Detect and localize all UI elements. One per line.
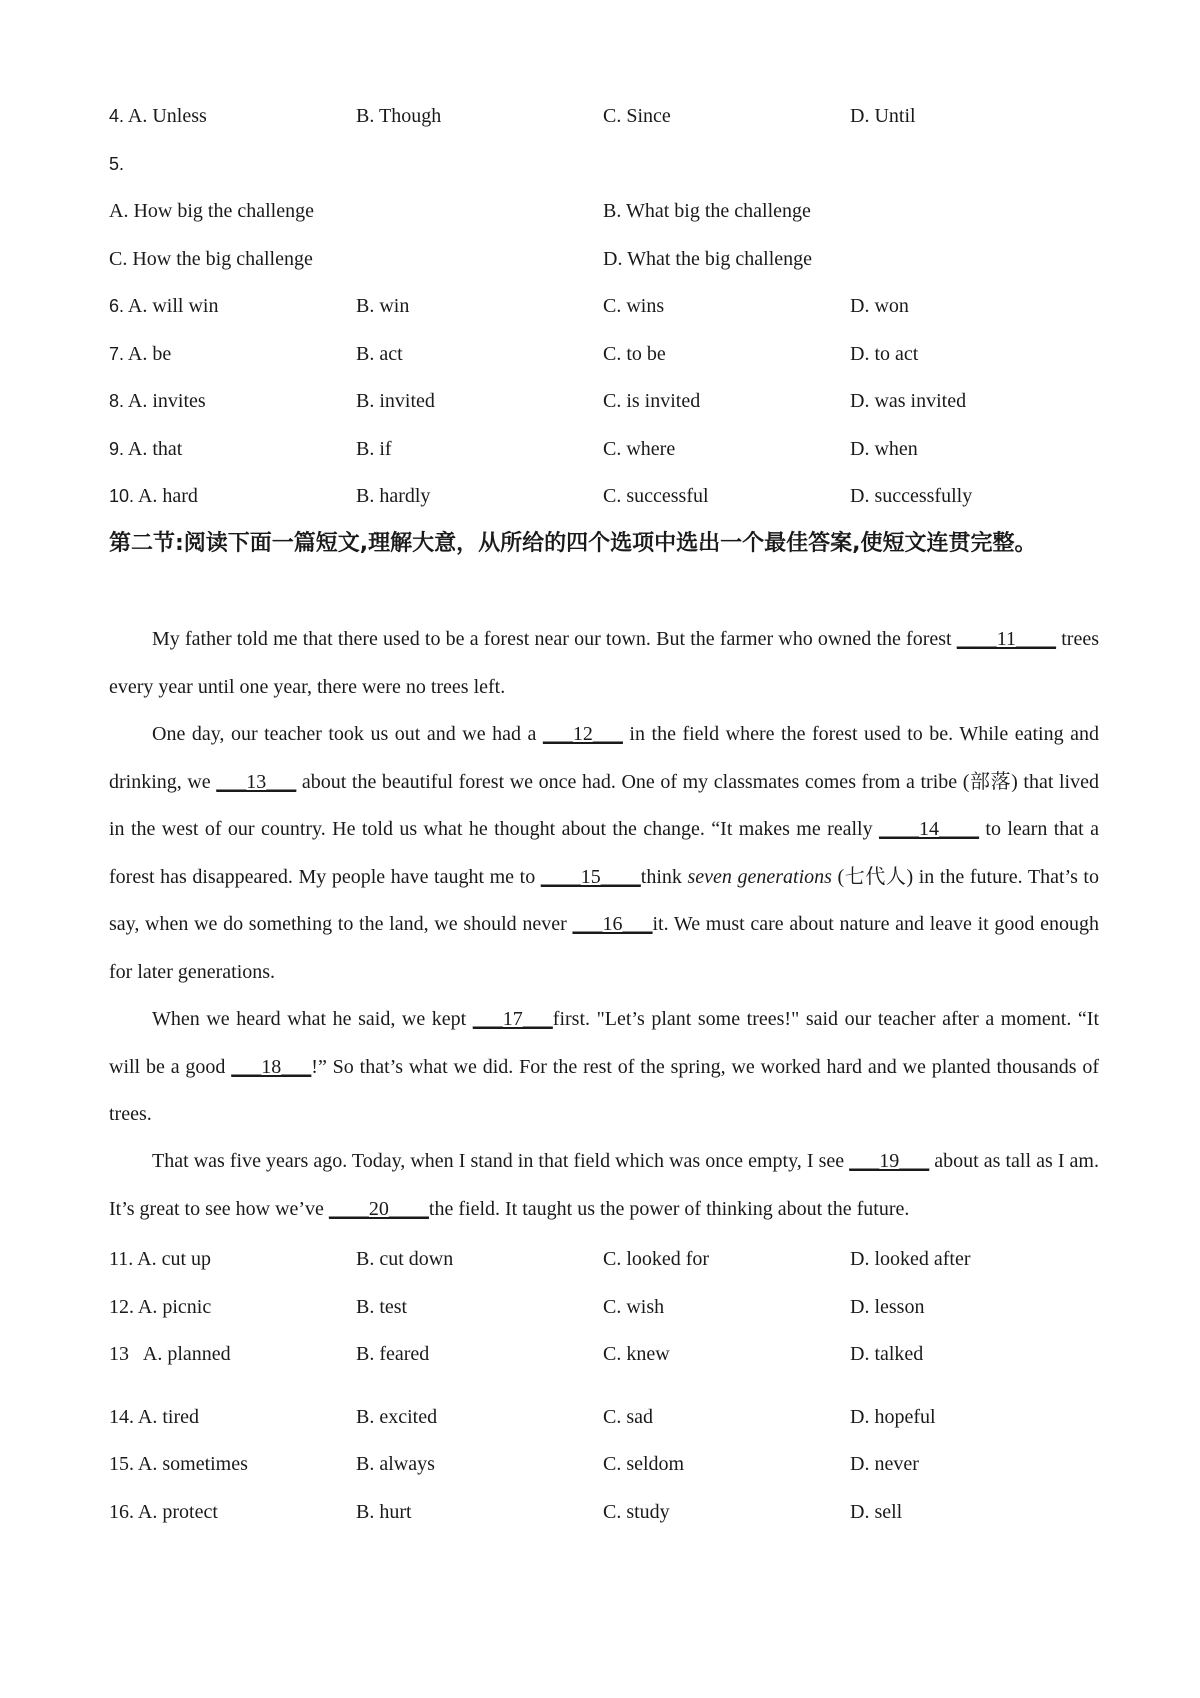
blank-13: ___13___ — [216, 770, 297, 793]
question-11-options: 11. A. cut up B. cut down C. looked for D. looked after — [109, 1248, 971, 1270]
blank-20: ____20____ — [328, 1197, 429, 1220]
question-7-options: 7. A. be B. act C. to be D. to act — [109, 343, 919, 365]
passage-paragraph-3: When we heard what he said, we kept ___17___first. "Let’s plant some trees!" said our teacher after a moment. “It will be a good ___18___!” So that’s what we did. For the rest of the spring, we worked hard and we planted thousands of trees. — [109, 1008, 1099, 1125]
question-5-option-a: A. How big the challenge — [109, 200, 314, 222]
blank-11: ____11____ — [956, 628, 1057, 650]
section-heading: 第二节:阅读下面一篇短文,理解大意，从所给的四个选项中选出一个最佳答案,使短文连贯完整。 — [109, 531, 1037, 556]
question-5-options-row-1 — [109, 196, 1099, 226]
passage-paragraph-2: One day, our teacher took us out and we had a ___12___ in the field where the forest used to be. While eating and drinking, we ___13___ about the beautiful forest we once had. One of my classmates comes from a tribe (部落) that lived in the west of our country. He told us what he thought about the change. “It makes me really ____14____ to learn that a forest has disappeared. My people have taught me to ____15____think seven generations (七代人) in the future. That’s to say, when we do something to the land, we should never ___16___it. We must care about nature and leave it good enough for later generations. — [109, 723, 1100, 983]
passage-paragraph-4: That was five years ago. Today, when I stand in that field which was once empty, I see ___19___ about as tall as I am. It’s great to see how we’ve ____20____the field. It taught us the power of thinking about the future. — [109, 1150, 1099, 1220]
blank-18: ___18___ — [231, 1055, 312, 1078]
question-4-option-d: D. Until — [850, 105, 916, 127]
question-12-options: 12. A. picnic B. test C. wish D. lesson — [109, 1296, 925, 1318]
question-5-option-c: C. How the big challenge — [109, 248, 313, 270]
question-15-options: 15. A. sometimes B. always C. seldom D. never — [109, 1453, 919, 1475]
question-5-option-d: D. What the big challenge — [603, 248, 813, 270]
blank-19: ___19___ — [849, 1150, 930, 1172]
blank-15: ____15____ — [540, 865, 641, 888]
question-6-options: 6. A. will win B. win C. wins D. won — [109, 295, 909, 317]
question-4-option-c: C. Since — [603, 105, 671, 127]
question-5-number: 5. — [109, 154, 125, 174]
blank-12: ___12___ — [542, 723, 623, 745]
blank-14: ____14____ — [879, 818, 980, 840]
question-5-options-row-2 — [109, 244, 1099, 274]
question-14-options: 14. A. tired B. excited C. sad D. hopeful — [109, 1406, 936, 1428]
question-4-option-b: B. Though — [356, 105, 442, 127]
question-4-option-a: 4. A. Unless — [109, 105, 207, 127]
passage-paragraph-1: My father told me that there used to be a forest near our town. But the farmer who owned the forest ____11____ trees every year until one year, there were no trees left. — [109, 628, 1100, 698]
question-13-options: 13 A. planned B. feared C. knew D. talked — [109, 1343, 924, 1365]
question-9-options: 9. A. that B. if C. where D. when — [109, 438, 918, 460]
question-8-options: 8. A. invites B. invited C. is invited D. was invited — [109, 390, 967, 412]
blank-16: ___16___ — [572, 913, 653, 935]
blank-17: ___17___ — [472, 1008, 553, 1030]
question-10-options: 10. A. hard B. hardly C. successful D. successfully — [109, 485, 973, 507]
question-16-options: 16. A. protect B. hurt C. study D. sell — [109, 1501, 903, 1523]
question-5-option-b: B. What big the challenge — [603, 200, 811, 222]
question-4-options — [109, 101, 1099, 131]
